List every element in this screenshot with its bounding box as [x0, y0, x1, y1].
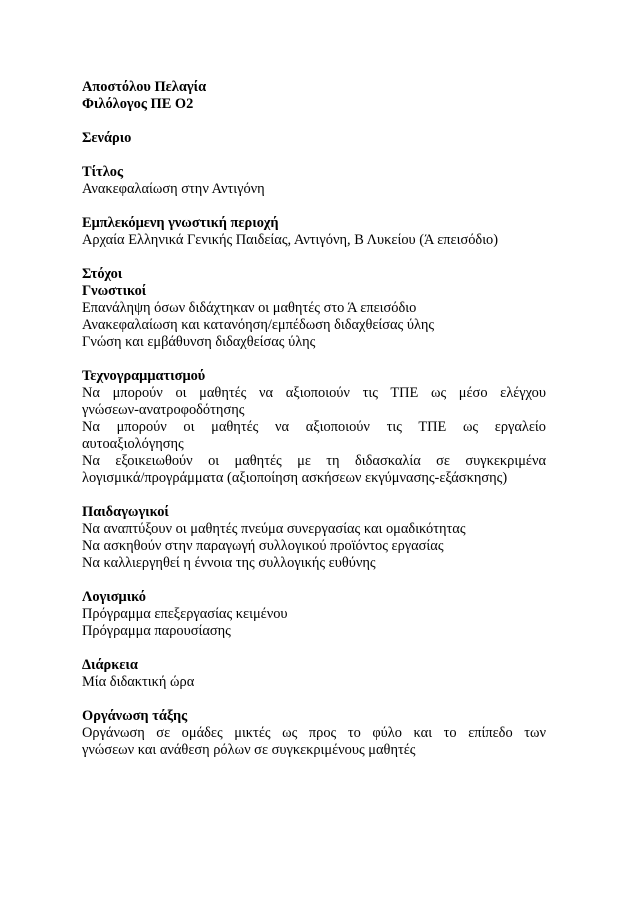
spacer: [82, 640, 546, 657]
tech-literacy-line: Να εξοικειωθούν οι μαθητές με τη διδασκαλία σε συγκεκριμένα: [82, 453, 546, 469]
spacer: [82, 487, 546, 504]
software-item: Πρόγραμμα επεξεργασίας κειμένου: [82, 606, 288, 622]
area-text: Αρχαία Ελληνικά Γενικής Παιδείας, Αντιγόνη, Β Λυκείου (Ά επεισόδιο): [82, 232, 499, 248]
tech-literacy-line: Να μπορούν οι μαθητές να αξιοποιούν τις ΤΠΕ ως εργαλείο: [82, 419, 546, 435]
author-role: Φιλόλογος ΠΕ Ο2: [82, 96, 194, 112]
duration-heading: Διάρκεια: [82, 657, 138, 673]
spacer: [82, 198, 546, 215]
tech-literacy-line: αυτοαξιολόγησης: [82, 436, 184, 452]
document-page: [82, 79, 546, 759]
tech-literacy-line: γνώσεων-ανατροφοδότησης: [82, 402, 245, 418]
software-item: Πρόγραμμα παρουσίασης: [82, 623, 231, 639]
spacer: [82, 113, 546, 130]
spacer: [82, 249, 546, 266]
class-organization-line: Οργάνωση σε ομάδες μικτές ως προς το φύλο και το επίπεδο των: [82, 725, 546, 741]
cognitive-item: Ανακεφαλαίωση και κατανόηση/εμπέδωση διδαχθείσας ύλης: [82, 317, 435, 333]
cognitive-item: Επανάληψη όσων διδάχτηκαν οι μαθητές στο Ά επεισόδιο: [82, 300, 417, 316]
title-text: Ανακεφαλαίωση στην Αντιγόνη: [82, 181, 265, 197]
area-heading: Εμπλεκόμενη γνωστική περιοχή: [82, 215, 279, 231]
title-heading: Τίτλος: [82, 164, 124, 180]
spacer: [82, 572, 546, 589]
pedagogical-item: Να ασκηθούν στην παραγωγή συλλογικού προϊόντος εργασίας: [82, 538, 444, 554]
goals-heading: Στόχοι: [82, 266, 123, 282]
scenario-heading: Σενάριο: [82, 130, 132, 146]
spacer: [82, 351, 546, 368]
tech-literacy-line: λογισμικά/προγράμματα (αξιοποίηση ασκήσεων εκγύμνασης-εξάσκησης): [82, 470, 508, 486]
class-organization-line: γνώσεων και ανάθεση ρόλων σε συγκεκριμένους μαθητές: [82, 742, 416, 758]
class-organization-heading: Οργάνωση τάξης: [82, 708, 188, 724]
tech-literacy-heading: Τεχνογραμματισμού: [82, 368, 206, 384]
duration-text: Μία διδακτική ώρα: [82, 674, 195, 690]
pedagogical-heading: Παιδαγωγικοί: [82, 504, 169, 520]
author-name: Αποστόλου Πελαγία: [82, 79, 207, 95]
spacer: [82, 147, 546, 164]
pedagogical-item: Να αναπτύξουν οι μαθητές πνεύμα συνεργασίας και ομαδικότητας: [82, 521, 466, 537]
cognitive-heading: Γνωστικοί: [82, 283, 147, 299]
cognitive-item: Γνώση και εμβάθυνση διδαχθείσας ύλης: [82, 334, 316, 350]
tech-literacy-line: Να μπορούν οι μαθητές να αξιοποιούν τις ΤΠΕ ως μέσο ελέγχου: [82, 385, 546, 401]
spacer: [82, 691, 546, 708]
software-heading: Λογισμικό: [82, 589, 146, 605]
pedagogical-item: Να καλλιεργηθεί η έννοια της συλλογικής ευθύνης: [82, 555, 376, 571]
